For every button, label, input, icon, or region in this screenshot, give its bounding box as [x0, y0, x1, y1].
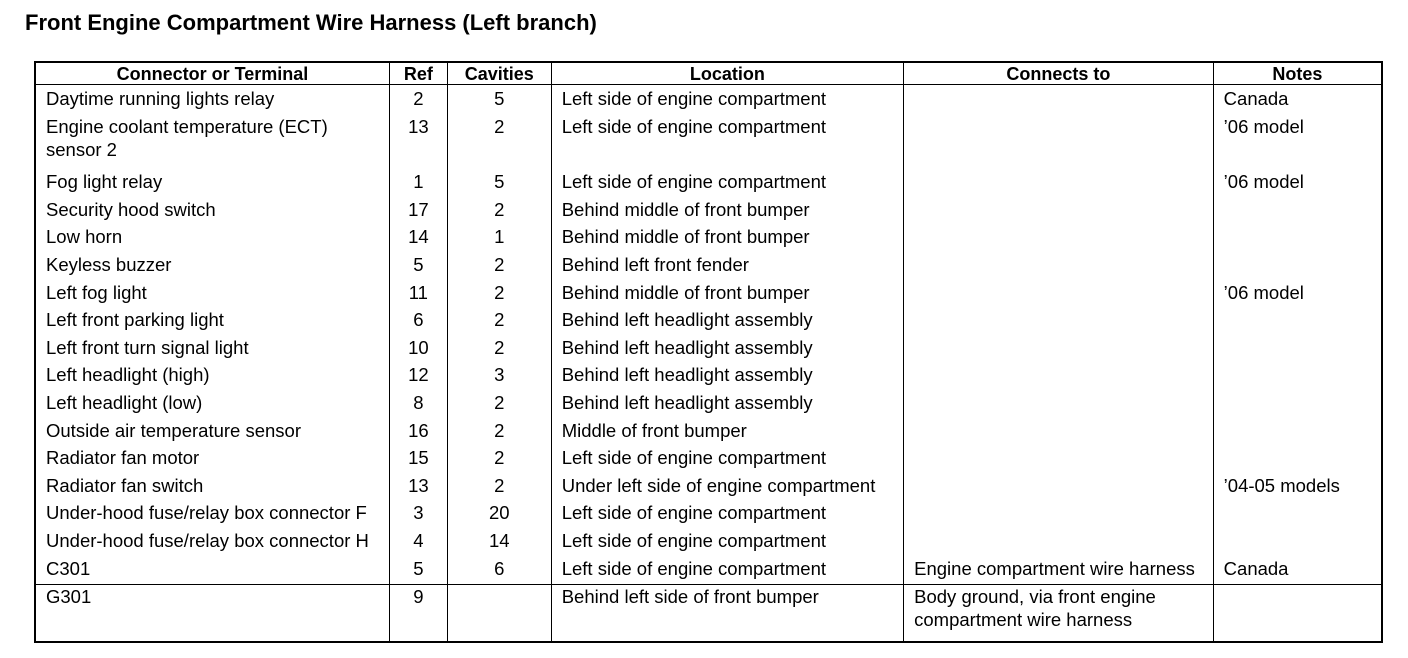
cell-connects-to: [904, 474, 1214, 502]
cell-location: Behind left headlight assembly: [551, 336, 903, 364]
table-row: [35, 308, 1382, 336]
cell-connector: Outside air temperature sensor: [35, 419, 389, 447]
cell-cavities: 6: [447, 557, 551, 585]
cell-location: Behind middle of front bumper: [551, 281, 903, 309]
cell-location: Left side of engine compartment: [551, 85, 903, 116]
cell-connector: Radiator fan switch: [35, 474, 389, 502]
cell-cavities: [447, 585, 551, 642]
cell-cavities: 2: [447, 253, 551, 281]
table-row: [35, 474, 1382, 502]
cell-connects-to: [904, 336, 1214, 364]
table-row: [35, 419, 1382, 447]
cell-location: Behind left headlight assembly: [551, 391, 903, 419]
cell-notes: Canada: [1213, 557, 1382, 585]
cell-location: Left side of engine compartment: [551, 529, 903, 557]
header-row: [35, 62, 1382, 85]
cell-notes: ’04-05 models: [1213, 474, 1382, 502]
cell-cavities: 2: [447, 474, 551, 502]
cell-connector: Engine coolant temperature (ECT) sensor 2: [35, 115, 389, 170]
cell-ref: 2: [389, 85, 447, 116]
cell-ref: 17: [389, 198, 447, 226]
cell-connector: Radiator fan motor: [35, 446, 389, 474]
cell-location: Left side of engine compartment: [551, 446, 903, 474]
cell-ref: 15: [389, 446, 447, 474]
table-row: [35, 336, 1382, 364]
cell-location: Middle of front bumper: [551, 419, 903, 447]
table-row: [35, 253, 1382, 281]
cell-notes: [1213, 446, 1382, 474]
cell-connects-to: [904, 501, 1214, 529]
cell-notes: Canada: [1213, 85, 1382, 116]
cell-notes: [1213, 529, 1382, 557]
cell-connector: Left headlight (low): [35, 391, 389, 419]
cell-cavities: 2: [447, 281, 551, 309]
cell-location: Behind left side of front bumper: [551, 585, 903, 642]
cell-connects-to: [904, 115, 1214, 170]
cell-notes: [1213, 253, 1382, 281]
header-connects-to: Connects to: [904, 62, 1214, 85]
cell-connects-to: [904, 85, 1214, 116]
cell-connects-to: [904, 446, 1214, 474]
cell-connector: Low horn: [35, 225, 389, 253]
cell-connector: G301: [35, 585, 389, 642]
table-row: [35, 281, 1382, 309]
cell-notes: ’06 model: [1213, 170, 1382, 198]
cell-connects-to: [904, 308, 1214, 336]
cell-connects-to: [904, 391, 1214, 419]
cell-location: Behind left headlight assembly: [551, 308, 903, 336]
cell-connects-to: [904, 419, 1214, 447]
cell-cavities: 2: [447, 391, 551, 419]
cell-connects-to: [904, 281, 1214, 309]
cell-ref: 5: [389, 253, 447, 281]
cell-notes: [1213, 585, 1382, 642]
cell-cavities: 2: [447, 336, 551, 364]
cell-ref: 13: [389, 115, 447, 170]
cell-cavities: 3: [447, 363, 551, 391]
cell-ref: 4: [389, 529, 447, 557]
cell-cavities: 2: [447, 308, 551, 336]
header-location: Location: [551, 62, 903, 85]
cell-cavities: 5: [447, 85, 551, 116]
cell-connector: Under-hood fuse/relay box connector H: [35, 529, 389, 557]
cell-ref: 12: [389, 363, 447, 391]
cell-notes: [1213, 198, 1382, 226]
cell-cavities: 2: [447, 198, 551, 226]
cell-connects-to: [904, 225, 1214, 253]
cell-ref: 9: [389, 585, 447, 642]
cell-cavities: 14: [447, 529, 551, 557]
cell-connects-to: Engine compartment wire harness: [904, 557, 1214, 585]
cell-cavities: 2: [447, 115, 551, 170]
cell-connects-to: [904, 363, 1214, 391]
table-row: [35, 198, 1382, 226]
cell-location: Behind middle of front bumper: [551, 225, 903, 253]
cell-location: Left side of engine compartment: [551, 501, 903, 529]
cell-ref: 16: [389, 419, 447, 447]
table-row: [35, 170, 1382, 198]
table-row: [35, 529, 1382, 557]
cell-ref: 5: [389, 557, 447, 585]
table-row: [35, 557, 1382, 585]
page-title: Front Engine Compartment Wire Harness (Left branch): [25, 10, 597, 35]
cell-ref: 13: [389, 474, 447, 502]
cell-connector: Left front parking light: [35, 308, 389, 336]
cell-notes: ’06 model: [1213, 115, 1382, 170]
cell-notes: [1213, 363, 1382, 391]
cell-connector: Left front turn signal light: [35, 336, 389, 364]
cell-connector: C301: [35, 557, 389, 585]
cell-cavities: 2: [447, 446, 551, 474]
table-row: [35, 85, 1382, 116]
cell-location: Behind left front fender: [551, 253, 903, 281]
cell-connects-to: Body ground, via front engine compartment wire harness: [904, 585, 1214, 642]
cell-connector: Under-hood fuse/relay box connector F: [35, 501, 389, 529]
table-body: [35, 85, 1382, 643]
cell-connects-to: [904, 198, 1214, 226]
cell-ref: 11: [389, 281, 447, 309]
cell-location: Left side of engine compartment: [551, 557, 903, 585]
cell-connects-to: [904, 253, 1214, 281]
cell-connector: Fog light relay: [35, 170, 389, 198]
cell-ref: 8: [389, 391, 447, 419]
cell-notes: [1213, 225, 1382, 253]
cell-connects-to: [904, 170, 1214, 198]
cell-connector: Left fog light: [35, 281, 389, 309]
header-notes: Notes: [1213, 62, 1382, 85]
cell-location: Left side of engine compartment: [551, 115, 903, 170]
cell-connector: Daytime running lights relay: [35, 85, 389, 116]
cell-ref: 6: [389, 308, 447, 336]
cell-location: Behind left headlight assembly: [551, 363, 903, 391]
table-row: [35, 225, 1382, 253]
cell-cavities: 1: [447, 225, 551, 253]
cell-notes: [1213, 501, 1382, 529]
cell-connector: Security hood switch: [35, 198, 389, 226]
cell-connector: Left headlight (high): [35, 363, 389, 391]
cell-notes: [1213, 419, 1382, 447]
header-connector: Connector or Terminal: [35, 62, 389, 85]
cell-cavities: 5: [447, 170, 551, 198]
cell-notes: ’06 model: [1213, 281, 1382, 309]
harness-table: [34, 61, 1383, 643]
cell-cavities: 2: [447, 419, 551, 447]
cell-cavities: 20: [447, 501, 551, 529]
cell-location: Left side of engine compartment: [551, 170, 903, 198]
table-row: [35, 501, 1382, 529]
header-ref: Ref: [389, 62, 447, 85]
cell-notes: [1213, 308, 1382, 336]
cell-location: Behind middle of front bumper: [551, 198, 903, 226]
table-row: [35, 391, 1382, 419]
cell-location: Under left side of engine compartment: [551, 474, 903, 502]
cell-notes: [1213, 391, 1382, 419]
cell-ref: 1: [389, 170, 447, 198]
table-row: [35, 115, 1382, 170]
cell-connector: Keyless buzzer: [35, 253, 389, 281]
table-row: [35, 363, 1382, 391]
cell-ref: 10: [389, 336, 447, 364]
cell-connects-to: [904, 529, 1214, 557]
cell-notes: [1213, 336, 1382, 364]
header-cavities: Cavities: [447, 62, 551, 85]
table-row: [35, 446, 1382, 474]
table-row: [35, 585, 1382, 642]
cell-ref: 3: [389, 501, 447, 529]
cell-ref: 14: [389, 225, 447, 253]
